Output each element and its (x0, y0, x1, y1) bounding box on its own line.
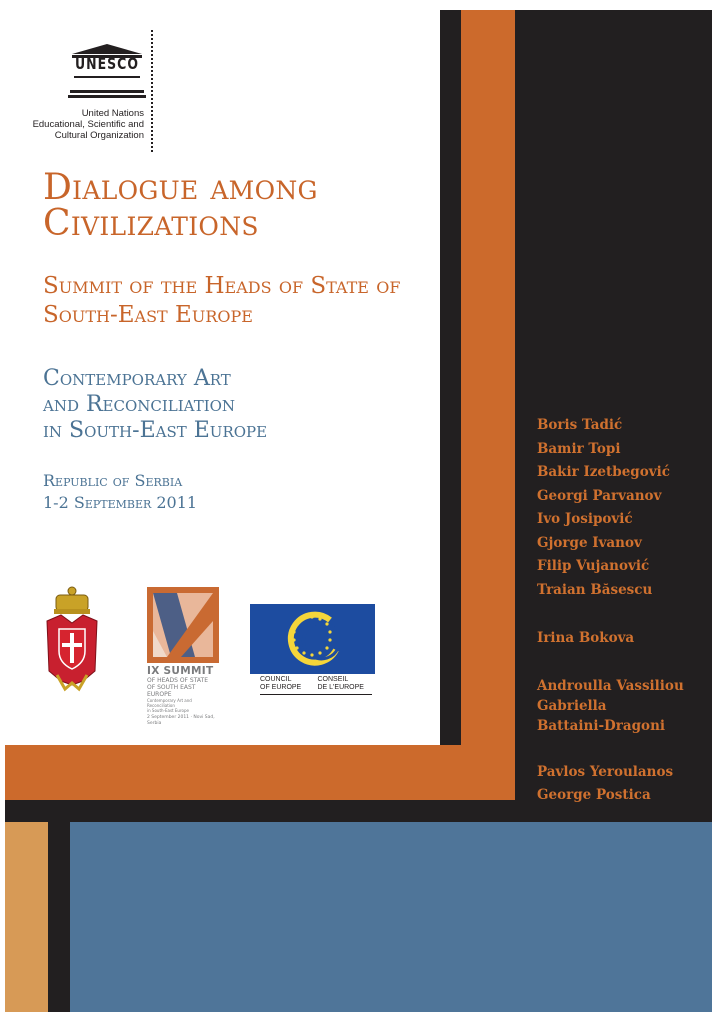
coe-label-line: DE L'EUROPE (317, 684, 364, 691)
summit-logo-line: OF HEADS OF STATE (147, 677, 209, 684)
participant-name: Traian Băsescu (537, 581, 653, 598)
event-place: Republic of Serbia (43, 471, 183, 490)
coe-label-french (318, 676, 376, 692)
theme-title-line: and Reconciliation (43, 392, 236, 417)
participant-name: Bamir Topi (537, 440, 621, 457)
summit-logo-small-line: Contemporary Art and Reconciliation (147, 698, 192, 708)
unesco-group (537, 627, 707, 651)
participant-name: Bakir Izetbegović (537, 464, 670, 480)
unesco-name-line: Cultural Organization (54, 130, 144, 141)
participant-name: Androulla Vassiliou (537, 677, 684, 694)
participant-name: Georgi Parvanov (537, 487, 662, 504)
coe-label-line: COUNCIL (260, 676, 292, 683)
participant-name: Battaini-Dragoni (537, 717, 666, 734)
unesco-wordmark: UNESCO (75, 54, 139, 73)
main-title-line: Civilizations (43, 203, 259, 244)
participants-list (537, 414, 707, 833)
coe-label-line: OF EUROPE (260, 684, 302, 691)
summit-logo-title: IX SUMMIT (147, 665, 214, 677)
theme-title-line: in South-East Europe (43, 418, 268, 443)
dotted-divider (151, 30, 153, 152)
participant-name: Filip Vujanović (537, 558, 650, 574)
others-group (537, 761, 707, 808)
event-info (43, 470, 438, 514)
theme-title-line: Contemporary Art (43, 366, 231, 391)
summit-title-line: Summit of the Heads of State of (43, 273, 401, 299)
coe-stars-icon (250, 604, 375, 674)
unesco-name-line: Educational, Scientific and (32, 119, 144, 130)
summit-title-line: South-East Europe (43, 302, 253, 328)
summit-logo-label (147, 665, 219, 727)
eu-coe-group (537, 676, 707, 736)
black-strip (48, 822, 70, 1012)
coe-labels (260, 676, 375, 692)
coe-label-english (260, 676, 318, 692)
council-of-europe-logo (250, 604, 375, 696)
unesco-logo (68, 42, 146, 102)
participant-name: George Postica (537, 787, 651, 803)
summit-logo-small-line: in South-East Europe (147, 708, 189, 713)
participant-name: Gjorge Ivanov (537, 534, 642, 551)
summit-logo-date: 2 September 2011 · Novi Sad, Serbia (147, 715, 215, 726)
summit-emblem-icon (147, 587, 219, 663)
unesco-name-line: United Nations (81, 108, 144, 119)
coe-underline (260, 694, 372, 695)
ix-summit-logo (147, 587, 219, 726)
orange-horizontal-band (5, 745, 515, 800)
theme-title (43, 366, 438, 444)
participant-name: Boris Tadić (537, 417, 623, 433)
coe-label-line: CONSEIL (317, 676, 349, 683)
coe-flag (250, 604, 375, 674)
tan-strip (5, 822, 48, 1012)
main-title-line: Dialogue among (43, 167, 318, 208)
serbia-coat-of-arms-icon (43, 585, 101, 693)
orange-vertical-band (461, 10, 515, 800)
unesco-organization-name (0, 108, 144, 141)
participant-name: Gabriella (537, 697, 607, 714)
participant-name: Irina Bokova (537, 630, 635, 646)
blue-panel (70, 822, 712, 1012)
event-date: 1-2 September 2011 (43, 493, 198, 512)
summit-logo-line: OF SOUTH EAST EUROPE (147, 684, 196, 698)
heads-of-state-group (537, 414, 707, 602)
main-title (43, 167, 438, 244)
black-vertical-band (440, 10, 461, 745)
summit-title (43, 272, 438, 330)
participant-name: Ivo Josipović (537, 511, 633, 527)
participant-name: Pavlos Yeroulanos (537, 763, 674, 780)
